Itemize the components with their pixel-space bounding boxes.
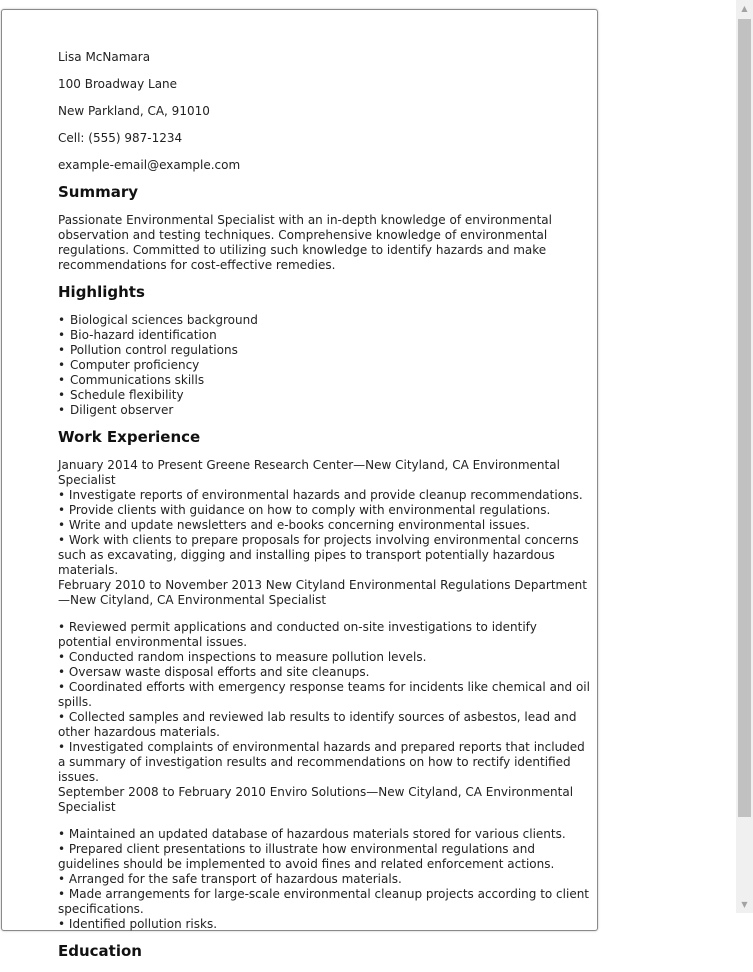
job-bullet: • Identified pollution risks. xyxy=(58,917,593,932)
summary-heading: Summary xyxy=(58,183,139,201)
job-bullets xyxy=(58,488,593,578)
highlight-item: • Communications skills xyxy=(58,373,593,388)
contact-email: example-email@example.com xyxy=(58,158,241,172)
education-heading: Education xyxy=(58,942,142,960)
contact-city: New Parkland, CA, 91010 xyxy=(58,104,210,118)
job-bullet: • Write and update newsletters and e-books concerning environmental issues. xyxy=(58,518,593,533)
job-bullet: • Provide clients with guidance on how to comply with environmental regulations. xyxy=(58,503,593,518)
job-entry xyxy=(58,785,593,932)
job-bullet: • Arranged for the safe transport of hazardous materials. xyxy=(58,872,593,887)
job-header: January 2014 to Present Greene Research Center—New Cityland, CA Environmental Specialist xyxy=(58,458,560,487)
job-header: February 2010 to November 2013 New Cityland Environmental Regulations Department—New Cityland, CA Environmental Specialist xyxy=(58,578,587,607)
scroll-up-arrow-icon[interactable]: ▲ xyxy=(741,4,748,13)
job-header: September 2008 to February 2010 Enviro Solutions—New Cityland, CA Environmental Specialist xyxy=(58,785,574,814)
scrollbar-thumb[interactable] xyxy=(738,19,751,817)
job-bullet: • Made arrangements for large-scale environmental cleanup projects according to client specifications. xyxy=(58,887,593,917)
vertical-scrollbar[interactable] xyxy=(736,0,753,913)
job-entry xyxy=(58,458,593,578)
summary-text: Passionate Environmental Specialist with an in-depth knowledge of environmental observation and testing techniques. Comprehensive knowledge of environmental regulations. Committed to utilizing such knowledge to identify hazards and make recommendations for cost-effective remedies. xyxy=(58,213,552,272)
job-bullet: • Oversaw waste disposal efforts and site cleanups. xyxy=(58,665,593,680)
highlights-list xyxy=(58,313,593,418)
job-bullet: • Prepared client presentations to illustrate how environmental regulations and guidelines should be implemented to avoid fines and related enforcement actions. xyxy=(58,842,593,872)
highlight-item: • Diligent observer xyxy=(58,403,593,418)
resume-page xyxy=(1,9,598,960)
contact-phone: Cell: (555) 987-1234 xyxy=(58,131,183,145)
highlight-item: • Bio-hazard identification xyxy=(58,328,593,343)
contact-block xyxy=(58,50,593,173)
highlight-item: • Pollution control regulations xyxy=(58,343,593,358)
highlights-heading: Highlights xyxy=(58,283,145,301)
job-bullet: • Investigated complaints of environmental hazards and prepared reports that included a summary of investigation results and recommendations on how to rectify identified issues. xyxy=(58,740,593,785)
job-bullets xyxy=(58,620,593,785)
highlight-item: • Computer proficiency xyxy=(58,358,593,373)
job-bullet: • Work with clients to prepare proposals for projects involving environmental concerns such as excavating, digging and installing pipes to transport potentially hazardous materials. xyxy=(58,533,593,578)
scroll-down-arrow-icon[interactable]: ▼ xyxy=(741,900,748,909)
job-bullet: • Collected samples and reviewed lab results to identify sources of asbestos, lead and other hazardous materials. xyxy=(58,710,593,740)
job-bullet: • Reviewed permit applications and conducted on-site investigations to identify potential environmental issues. xyxy=(58,620,593,650)
job-entry xyxy=(58,578,593,785)
highlight-item: • Biological sciences background xyxy=(58,313,593,328)
job-bullets xyxy=(58,827,593,932)
job-bullet: • Conducted random inspections to measure pollution levels. xyxy=(58,650,593,665)
job-bullet: • Investigate reports of environmental hazards and provide cleanup recommendations. xyxy=(58,488,593,503)
job-bullet: • Maintained an updated database of hazardous materials stored for various clients. xyxy=(58,827,593,842)
experience-heading: Work Experience xyxy=(58,428,201,446)
contact-address: 100 Broadway Lane xyxy=(58,77,178,91)
resume-content xyxy=(58,50,593,972)
job-bullet: • Coordinated efforts with emergency response teams for incidents like chemical and oil spills. xyxy=(58,680,593,710)
contact-name: Lisa McNamara xyxy=(58,50,151,64)
highlight-item: • Schedule flexibility xyxy=(58,388,593,403)
